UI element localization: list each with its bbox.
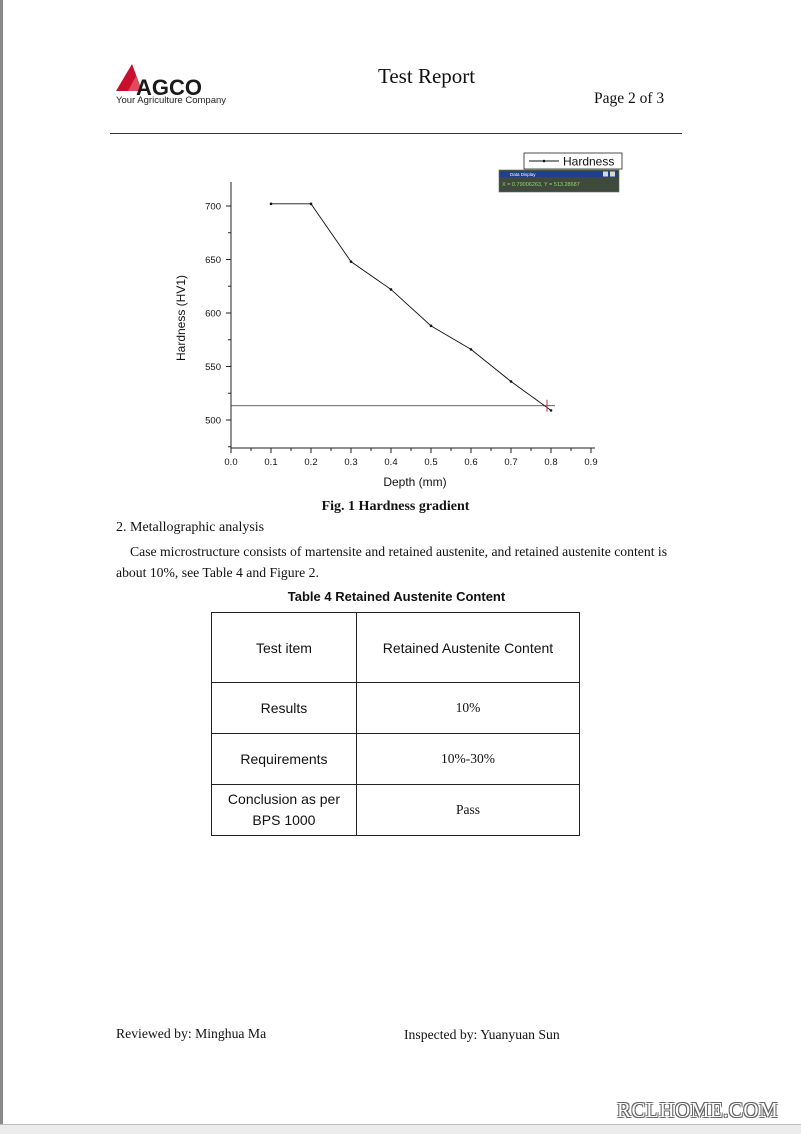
data-point [510, 380, 513, 383]
figure-caption-text: Fig. 1 Hardness gradient [321, 499, 470, 514]
data-display-readout: X = 0.79006263, Y = 513.28687 [502, 182, 580, 188]
table-title [0, 589, 801, 604]
x-tick-label: 0.2 [304, 457, 318, 468]
table-header-cell: Retained Austenite Content [356, 613, 579, 683]
data-display-minimize-icon [603, 172, 608, 177]
retained-austenite-table [211, 612, 580, 836]
logo-wordmark: AGCO [136, 75, 202, 100]
y-tick-label: 600 [205, 308, 221, 320]
x-tick-label: 0.8 [544, 457, 558, 468]
report-title: Test Report [378, 64, 476, 88]
data-point [470, 348, 473, 351]
section-paragraph [116, 541, 686, 583]
data-point [550, 409, 553, 412]
figure-caption [0, 499, 801, 515]
x-axis-title: Depth (mm) [383, 475, 447, 489]
x-tick-label: 0.0 [224, 457, 238, 468]
table-cell: 10% [356, 683, 579, 734]
data-point [270, 203, 273, 206]
table-header-cell: Test item [212, 613, 357, 683]
x-tick-label: 0.4 [384, 457, 398, 468]
table-cell: Requirements [212, 734, 357, 785]
data-point [310, 203, 313, 206]
data-display-close-icon [610, 172, 615, 177]
table-cell: 10%-30% [356, 734, 579, 785]
legend-point-swatch [543, 160, 546, 163]
reviewed-by: Reviewed by: Minghua Ma [116, 1026, 267, 1041]
inspected-by: Inspected by: Yuanyuan Sun [404, 1027, 560, 1042]
page-number: Page 2 of 3 [594, 90, 665, 107]
y-tick-label: 500 [205, 415, 221, 427]
table-cell: Pass [356, 785, 579, 836]
hardness-chart [0, 0, 801, 500]
y-axis-title: Hardness (HV1) [174, 274, 188, 362]
table-row [212, 734, 580, 785]
x-tick-label: 0.3 [344, 457, 358, 468]
section-heading: 2. Metallographic analysis [116, 520, 265, 535]
section-paragraph-text: Case microstructure consists of martensite and retained austenite, and retained austenite content is about 10%, see Table 4 and Figure 2. [116, 544, 668, 580]
x-tick-label: 0.7 [504, 457, 518, 468]
table-header-row [212, 613, 580, 683]
table-cell [212, 785, 357, 836]
legend-label: Hardness [563, 154, 615, 169]
x-tick-label: 0.5 [424, 457, 438, 468]
table-cell-text: Conclusion as per BPS 1000 [227, 791, 340, 828]
watermark: RCLHOME.COM [617, 1098, 779, 1122]
x-tick-label: 0.6 [464, 457, 478, 468]
data-point [430, 325, 433, 328]
x-tick-label: 0.1 [264, 457, 278, 468]
table-row [212, 683, 580, 734]
y-tick-label: 700 [205, 201, 221, 213]
x-tick-label: 0.9 [584, 457, 598, 468]
table-row [212, 785, 580, 836]
y-tick-label: 550 [205, 362, 221, 373]
logo-tagline: Your Agriculture Company [116, 95, 227, 106]
hardness-chart-svg [0, 0, 801, 500]
table-title-text: Table 4 Retained Austenite Content [287, 589, 506, 604]
table-cell: Results [212, 683, 357, 734]
data-point [390, 288, 393, 291]
data-display-title: Data Display [510, 172, 536, 178]
y-tick-label: 650 [205, 255, 221, 266]
data-point [350, 260, 353, 263]
series-line [271, 204, 551, 411]
